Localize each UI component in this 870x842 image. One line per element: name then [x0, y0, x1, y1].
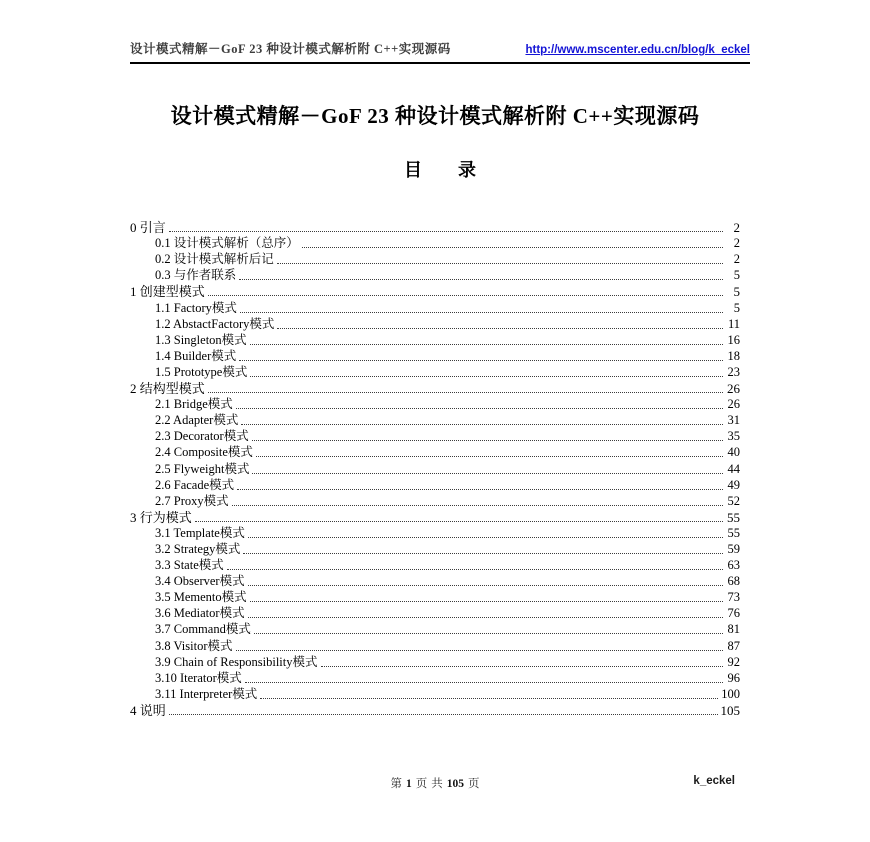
- toc-entry-label: 2 结构型模式: [130, 381, 205, 397]
- toc-entry-label: 0.3 与作者联系: [155, 268, 237, 283]
- footer-label-ye1: 页: [415, 778, 428, 790]
- toc-entry-page: 44: [727, 461, 740, 476]
- toc-entry[interactable]: [130, 251, 740, 267]
- toc-entry[interactable]: [130, 541, 740, 557]
- toc-heading: 目 录: [404, 160, 476, 180]
- toc-entry[interactable]: [130, 493, 740, 509]
- footer-label-ye2: 页: [468, 778, 480, 790]
- toc-dot-leader: [250, 376, 723, 377]
- toc-entry-page: 49: [727, 477, 740, 492]
- toc-dot-leader: [169, 231, 723, 232]
- toc-dot-leader: [248, 585, 723, 586]
- document-title: 设计模式精解－GoF 23 种设计模式解析附 C++实现源码: [170, 104, 700, 128]
- toc-entry[interactable]: [130, 557, 740, 573]
- toc-entry-label: 3.8 Visitor模式: [155, 638, 233, 653]
- toc-dot-leader: [227, 569, 723, 570]
- toc-dot-leader: [243, 553, 723, 554]
- toc-entry[interactable]: [130, 460, 740, 476]
- toc-entry-label: 1.1 Factory模式: [155, 300, 237, 315]
- toc-entry[interactable]: [130, 605, 740, 621]
- header-link[interactable]: http://www.mscenter.edu.cn/blog/k_eckel: [525, 44, 750, 56]
- toc-dot-leader: [236, 650, 724, 651]
- toc-entry-page: 76: [727, 606, 740, 621]
- toc-entry[interactable]: [130, 589, 740, 605]
- toc-dot-leader: [321, 666, 723, 667]
- footer-page-info: [130, 775, 740, 791]
- toc-entry-page: 105: [720, 702, 740, 718]
- toc-entry-page: 2: [733, 236, 740, 251]
- toc-dot-leader: [239, 360, 723, 361]
- toc-entry-label: 1 创建型模式: [130, 284, 205, 300]
- toc-entry-page: 5: [733, 300, 740, 315]
- toc-dot-leader: [208, 392, 723, 393]
- toc-dot-leader: [256, 456, 723, 457]
- toc-entry-page: 2: [733, 252, 740, 267]
- toc-dot-leader: [277, 263, 723, 264]
- toc-entry-page: 11: [727, 316, 740, 331]
- toc-dot-leader: [208, 295, 723, 296]
- toc-dot-leader: [232, 505, 723, 506]
- toc-entry-page: 68: [727, 574, 740, 589]
- toc-entry-page: 31: [727, 413, 740, 428]
- toc-entry-label: 0.1 设计模式解析（总序）: [155, 236, 299, 251]
- toc-entry-page: 16: [727, 332, 740, 347]
- toc-dot-leader: [248, 537, 723, 538]
- footer-current-page: 1: [406, 778, 412, 790]
- toc-entry[interactable]: [130, 283, 740, 299]
- toc-entry[interactable]: [130, 509, 740, 525]
- toc-dot-leader: [245, 682, 723, 683]
- table-of-contents: [130, 219, 740, 718]
- toc-entry-page: 26: [727, 381, 740, 397]
- toc-entry-label: 3.7 Command模式: [155, 622, 251, 637]
- toc-dot-leader: [248, 617, 723, 618]
- toc-entry-label: 2.1 Bridge模式: [155, 397, 233, 412]
- toc-entry[interactable]: [130, 267, 740, 283]
- toc-entry-label: 2.5 Flyweight模式: [155, 461, 250, 476]
- toc-entry[interactable]: [130, 235, 740, 251]
- toc-entry-label: 0.2 设计模式解析后记: [155, 252, 274, 267]
- toc-entry[interactable]: [130, 477, 740, 493]
- toc-entry-page: 100: [721, 686, 740, 701]
- toc-entry-label: 3.1 Template模式: [155, 525, 245, 540]
- footer-label-gong: 共: [431, 778, 443, 790]
- toc-entry-page: 55: [727, 509, 740, 525]
- toc-dot-leader: [250, 601, 723, 602]
- toc-entry[interactable]: [130, 332, 740, 348]
- toc-entry-label: 3.6 Mediator模式: [155, 606, 245, 621]
- toc-entry-page: 59: [727, 541, 740, 556]
- toc-entry-label: 2.3 Decorator模式: [155, 429, 249, 444]
- toc-entry-page: 40: [727, 445, 740, 460]
- toc-dot-leader: [240, 312, 723, 313]
- toc-entry-page: 73: [727, 590, 740, 605]
- toc-entry-label: 3.10 Iterator模式: [155, 670, 242, 685]
- toc-entry[interactable]: [130, 444, 740, 460]
- toc-entry-page: 5: [733, 268, 740, 283]
- toc-entry-page: 35: [727, 429, 740, 444]
- toc-dot-leader: [250, 344, 723, 345]
- toc-dot-leader: [277, 328, 723, 329]
- toc-entry-page: 52: [727, 493, 740, 508]
- toc-entry-label: 3.4 Observer模式: [155, 574, 245, 589]
- toc-entry[interactable]: [130, 364, 740, 380]
- toc-entry-label: 1.5 Prototype模式: [155, 364, 248, 379]
- toc-entry-label: 3 行为模式: [130, 509, 192, 525]
- toc-dot-leader: [239, 279, 723, 280]
- toc-entry[interactable]: [130, 702, 740, 718]
- toc-entry[interactable]: [130, 412, 740, 428]
- toc-entry[interactable]: [130, 637, 740, 653]
- toc-entry-label: 2.7 Proxy模式: [155, 493, 229, 508]
- toc-entry-label: 3.3 State模式: [155, 558, 224, 573]
- toc-entry[interactable]: [130, 525, 740, 541]
- page-footer: [130, 775, 740, 793]
- footer-author: k_eckel: [693, 775, 735, 787]
- toc-dot-leader: [241, 424, 723, 425]
- toc-entry[interactable]: [130, 380, 740, 396]
- toc-entry-label: 3.5 Memento模式: [155, 590, 247, 605]
- toc-dot-leader: [254, 633, 723, 634]
- toc-entry-page: 92: [727, 654, 740, 669]
- toc-entry-page: 81: [727, 622, 740, 637]
- toc-entry-page: 96: [727, 670, 740, 685]
- toc-dot-leader: [252, 440, 723, 441]
- toc-entry-label: 0 引言: [130, 220, 166, 236]
- toc-entry-label: 1.4 Builder模式: [155, 348, 237, 363]
- toc-entry-label: 3.2 Strategy模式: [155, 541, 241, 556]
- toc-entry-page: 87: [727, 638, 740, 653]
- toc-entry-label: 2.6 Facade模式: [155, 477, 235, 492]
- header-title: 设计模式精解－GoF 23 种设计模式解析附 C++实现源码: [130, 42, 451, 56]
- toc-entry-page: 18: [727, 348, 740, 363]
- toc-dot-leader: [236, 408, 723, 409]
- toc-entry-page: 26: [727, 397, 740, 412]
- toc-entry[interactable]: [130, 299, 740, 315]
- toc-entry-page: 63: [727, 558, 740, 573]
- toc-dot-leader: [169, 714, 718, 715]
- toc-entry[interactable]: [130, 573, 740, 589]
- toc-entry-page: 55: [727, 525, 740, 540]
- toc-entry[interactable]: [130, 219, 740, 235]
- toc-entry[interactable]: [130, 670, 740, 686]
- toc-entry[interactable]: [130, 621, 740, 637]
- toc-entry[interactable]: [130, 348, 740, 364]
- toc-entry[interactable]: [130, 428, 740, 444]
- toc-dot-leader: [237, 489, 723, 490]
- toc-entry[interactable]: [130, 686, 740, 702]
- toc-entry-page: 23: [727, 364, 740, 379]
- toc-entry-label: 1.2 AbstactFactory模式: [155, 316, 275, 331]
- toc-dot-leader: [195, 521, 723, 522]
- toc-entry-label: 1.3 Singleton模式: [155, 332, 247, 347]
- toc-dot-leader: [252, 473, 723, 474]
- toc-entry-page: 5: [733, 284, 740, 300]
- toc-dot-leader: [260, 698, 718, 699]
- toc-entry[interactable]: [130, 316, 740, 332]
- footer-label-di: 第: [390, 778, 402, 790]
- toc-entry-label: 3.9 Chain of Responsibility模式: [155, 654, 318, 669]
- toc-entry-label: 2.2 Adapter模式: [155, 413, 239, 428]
- toc-dot-leader: [302, 247, 723, 248]
- toc-entry-label: 4 说明: [130, 702, 166, 718]
- toc-entry[interactable]: [130, 654, 740, 670]
- toc-entry-page: 2: [733, 220, 740, 236]
- toc-entry-label: 3.11 Interpreter模式: [155, 686, 258, 701]
- footer-total-pages: 105: [446, 778, 464, 790]
- toc-entry-label: 2.4 Composite模式: [155, 445, 253, 460]
- toc-entry[interactable]: [130, 396, 740, 412]
- page-header: [130, 39, 750, 64]
